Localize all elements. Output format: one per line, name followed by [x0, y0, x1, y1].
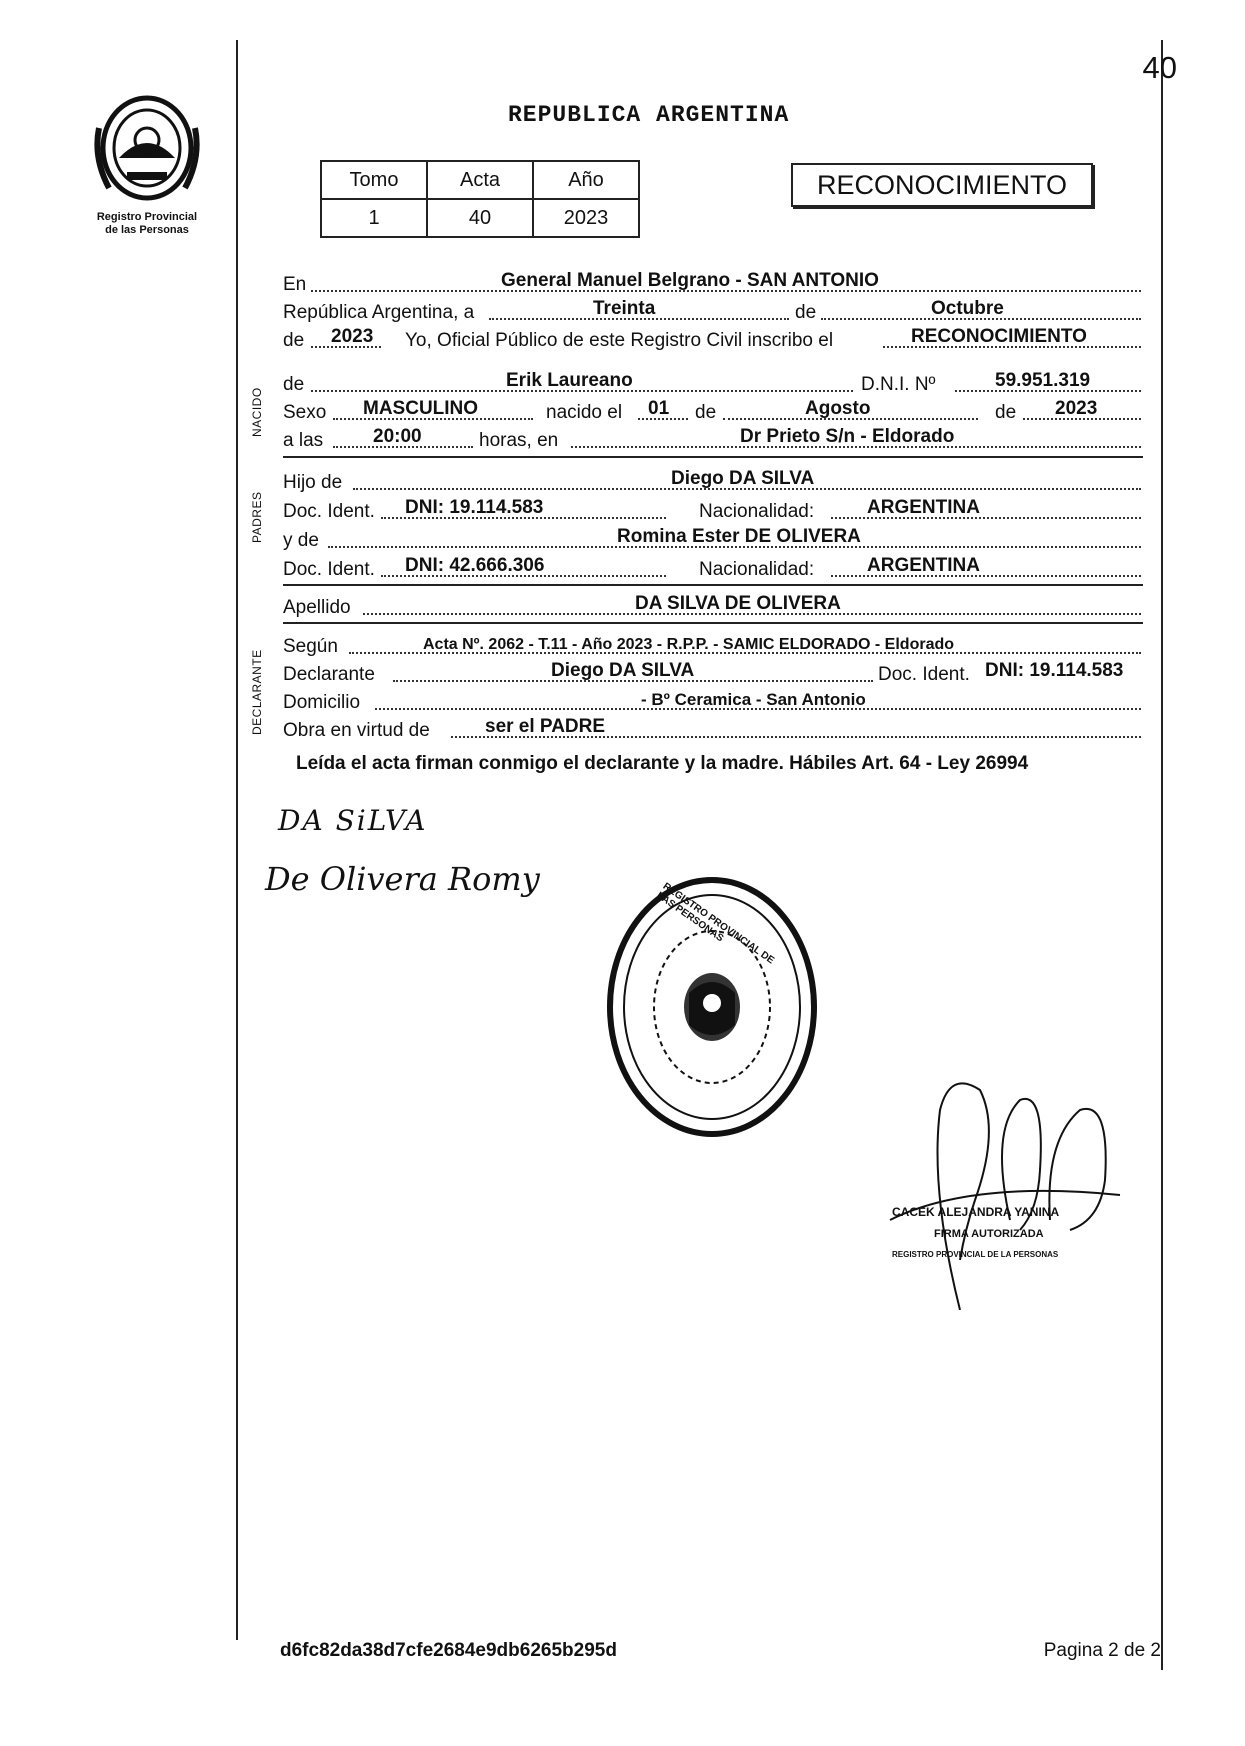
field-label: Doc. Ident. [878, 664, 970, 685]
field-value-dia: Treinta [593, 298, 656, 319]
official-office: REGISTRO PROVINCIAL DE LA PERSONAS [892, 1250, 1059, 1259]
field-label: a las [283, 430, 324, 451]
row-hora [283, 426, 1143, 454]
page-indicator: Pagina 2 de 2 [1043, 1640, 1161, 1661]
table-header: Año [533, 161, 639, 199]
row-apellido [283, 593, 1143, 621]
page-number: 40 [1142, 50, 1177, 85]
row-segun [283, 632, 1143, 660]
field-label: Domicilio [283, 692, 361, 713]
field-value-padre-doc: DNI: 19.114.583 [405, 497, 544, 518]
field-label: de [795, 302, 817, 323]
row-madre [283, 526, 1143, 554]
field-value-nac-dia: 01 [648, 398, 670, 419]
field-value-madre-doc: DNI: 42.666.306 [405, 555, 545, 576]
tomo-acta-table [320, 160, 640, 238]
table-value-row [321, 199, 639, 237]
registry-logo [82, 88, 212, 237]
table-cell: 2023 [533, 199, 639, 237]
row-domicilio [283, 688, 1143, 716]
logo-label-line1: Registro Provincial [96, 211, 198, 223]
row-sexo [283, 398, 1143, 426]
section-divider [283, 456, 1143, 458]
logo-label-line2: de las Personas [105, 224, 189, 236]
registry-stamp [605, 875, 820, 1140]
field-value-domicilio: - Bº Ceramica - San Antonio [641, 690, 866, 709]
field-label: Declarante [283, 664, 375, 685]
field-value-mes: Octubre [931, 298, 1004, 319]
field-value-obra: ser el PADRE [485, 716, 606, 737]
side-label-padres: PADRES [250, 491, 264, 543]
field-label: Doc. Ident. [283, 559, 375, 580]
table-cell: 40 [427, 199, 533, 237]
row-padre-doc [283, 497, 1143, 525]
field-value-nac-anio: 2023 [1055, 398, 1098, 419]
field-value-dni: 59.951.319 [995, 370, 1091, 391]
field-value-hora: 20:00 [373, 426, 422, 447]
closing-note: Leída el acta firman conmigo el declarante y la madre. Hábiles Art. 64 - Ley 26994 [296, 753, 1029, 774]
official-role: FIRMA AUTORIZADA [934, 1228, 1044, 1240]
document-title: REPUBLICA ARGENTINA [508, 102, 790, 128]
field-label: Hijo de [283, 472, 343, 493]
field-value-inscribo: RECONOCIMIENTO [911, 326, 1087, 347]
field-label: Yo, Oficial Público de este Registro Civil inscribo el [405, 330, 834, 351]
row-padre [283, 468, 1143, 496]
section-divider [283, 584, 1143, 586]
field-label: Sexo [283, 402, 327, 423]
field-value-madre: Romina Ester DE OLIVERA [617, 526, 861, 547]
field-value-declarante: Diego DA SILVA [551, 660, 695, 681]
table-header: Acta [427, 161, 533, 199]
field-value-declarante-doc: DNI: 19.114.583 [985, 660, 1124, 681]
misiones-seal-icon [91, 88, 203, 206]
table-header-row [321, 161, 639, 199]
signature-madre: De Olivera Romy [265, 860, 540, 898]
field-label: de [995, 402, 1017, 423]
field-label: Según [283, 636, 338, 657]
row-declarante [283, 660, 1143, 688]
field-label: República Argentina, a [283, 302, 475, 323]
side-label-declarante: DECLARANTE [250, 649, 264, 735]
row-inscribo [283, 326, 1143, 354]
field-value-nac-mes: Agosto [805, 398, 871, 419]
field-value-apellido: DA SILVA DE OLIVERA [635, 593, 841, 614]
table-header: Tomo [321, 161, 427, 199]
field-label: Apellido [283, 597, 351, 618]
field-label: Obra en virtud de [283, 720, 430, 741]
official-signature-icon [870, 1070, 1150, 1310]
row-republica [283, 298, 1143, 326]
row-obra [283, 716, 1143, 744]
side-label-nacido: NACIDO [250, 387, 264, 437]
field-value-padre-nacionalidad: ARGENTINA [867, 497, 980, 518]
field-label: horas, en [479, 430, 559, 451]
table-cell: 1 [321, 199, 427, 237]
field-value-lugar: General Manuel Belgrano - SAN ANTONIO [501, 270, 879, 291]
row-en [283, 270, 1143, 298]
official-name: CACEK ALEJANDRA YANINA [892, 1205, 1060, 1219]
row-nombre [283, 370, 1143, 398]
field-label: D.N.I. Nº [861, 374, 936, 395]
field-label: nacido el [546, 402, 623, 423]
field-value-nombre: Erik Laureano [506, 370, 633, 391]
field-value-lugar-nacimiento: Dr Prieto S/n - Eldorado [740, 426, 955, 447]
document-hash: d6fc82da38d7cfe2684e9db6265b295d [280, 1640, 617, 1661]
field-value-madre-nacionalidad: ARGENTINA [867, 555, 980, 576]
field-label: de [283, 330, 305, 351]
field-value-padre: Diego DA SILVA [671, 468, 815, 489]
field-label: Nacionalidad: [699, 501, 815, 522]
field-label: y de [283, 530, 319, 551]
field-label: de [695, 402, 717, 423]
right-margin-rule [1161, 40, 1163, 1670]
field-label: En [283, 274, 307, 295]
act-type-box: RECONOCIMIENTO [791, 163, 1093, 207]
row-madre-doc [283, 555, 1143, 583]
field-label: de [283, 374, 305, 395]
field-value-sexo: MASCULINO [363, 398, 479, 419]
signature-declarante: DA SiLVA [278, 804, 428, 837]
field-label: Doc. Ident. [283, 501, 375, 522]
left-margin-rule [236, 40, 238, 1640]
stamp-ring-text: REGISTRO PROVINCIAL DE LAS PERSONAS [654, 881, 777, 967]
field-value-segun: Acta Nº. 2062 - T.11 - Año 2023 - R.P.P. - SAMIC ELDORADO - Eldorado [423, 636, 955, 653]
field-label: Nacionalidad: [699, 559, 815, 580]
section-divider [283, 622, 1143, 624]
field-value-anio: 2023 [331, 326, 374, 347]
